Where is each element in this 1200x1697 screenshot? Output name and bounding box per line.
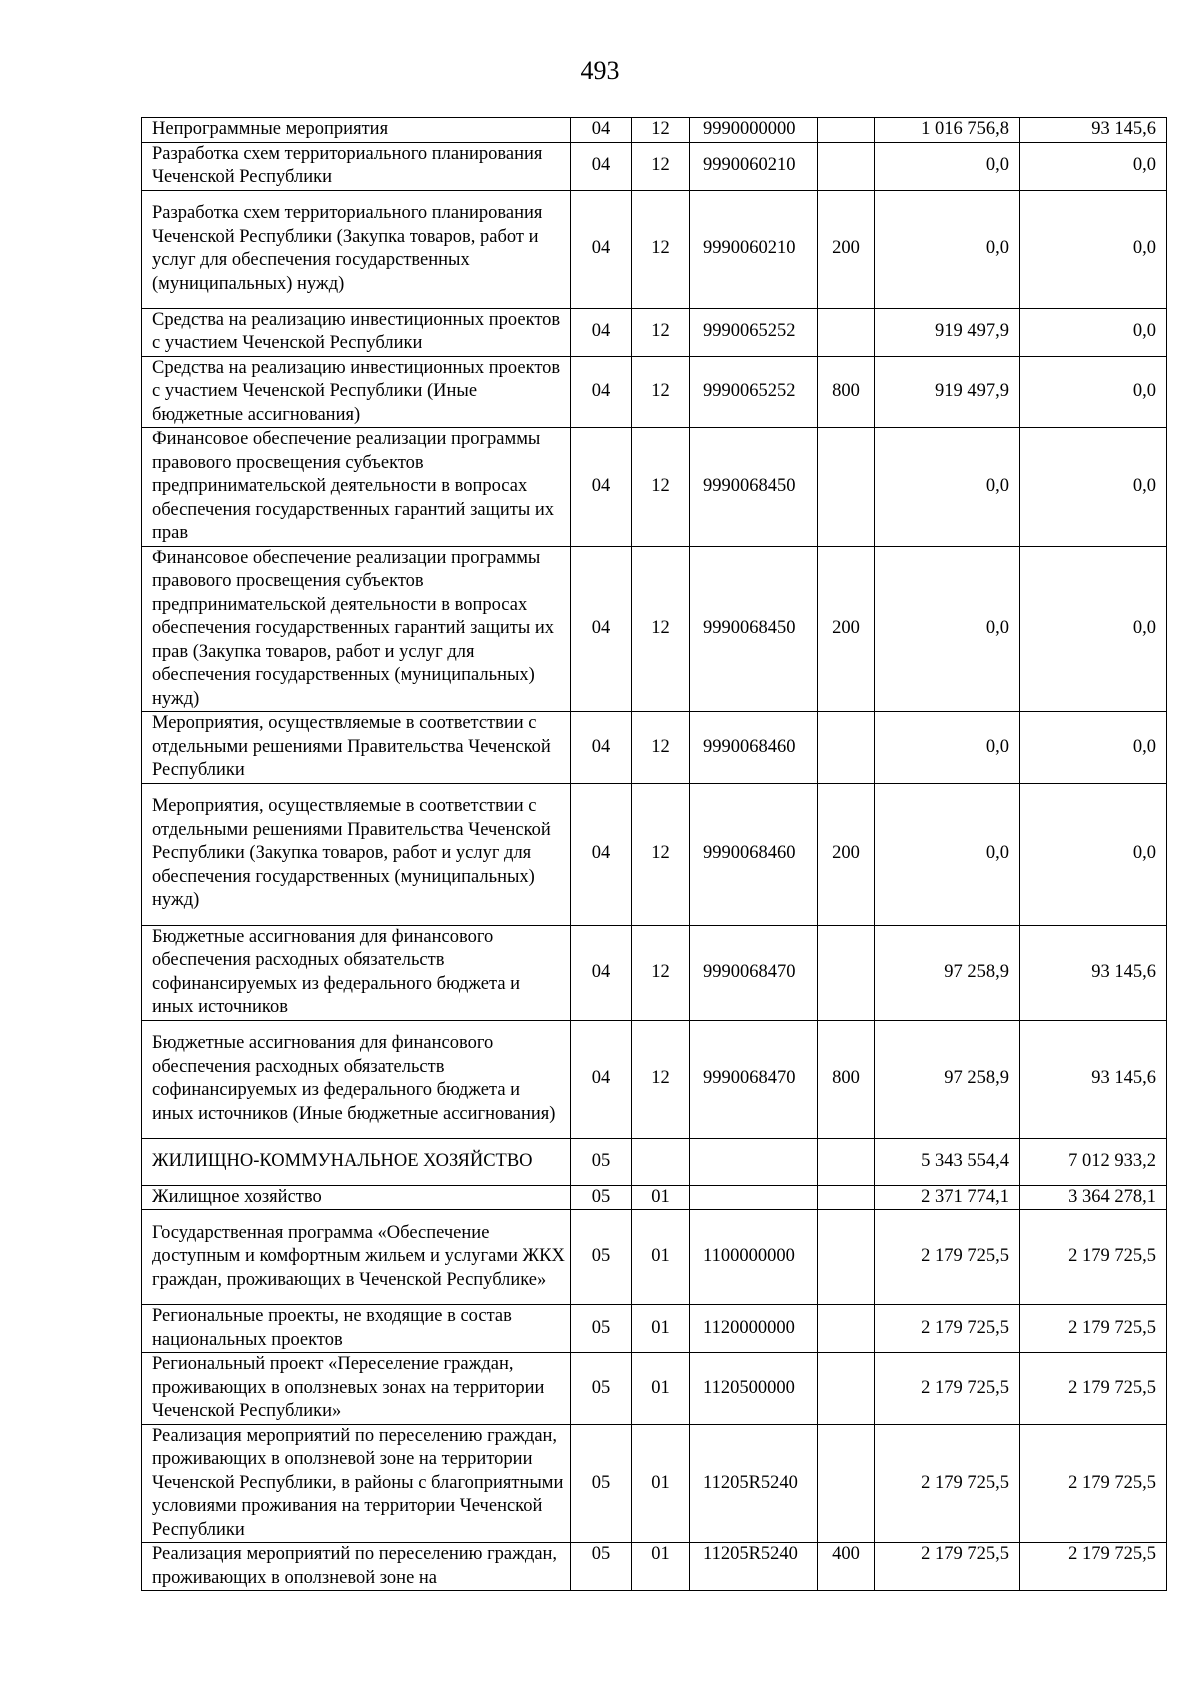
table-cell-subsection: 12 <box>632 356 690 428</box>
table-cell-amount-year1: 1 016 756,8 <box>875 118 1020 143</box>
table-cell-expense-type: 200 <box>818 783 875 925</box>
table-cell-name: ЖИЛИЩНО-КОММУНАЛЬНОЕ ХОЗЯЙСТВО <box>142 1138 571 1185</box>
table-cell-amount-year1: 0,0 <box>875 142 1020 190</box>
table-cell-section: 04 <box>571 712 632 784</box>
table-cell-section: 04 <box>571 783 632 925</box>
table-cell-amount-year1: 2 179 725,5 <box>875 1353 1020 1425</box>
table-cell-name: Жилищное хозяйство <box>142 1185 571 1210</box>
table-cell-target-code <box>690 1185 818 1210</box>
table-row <box>142 1424 1167 1543</box>
table-cell-expense-type <box>818 925 875 1020</box>
table-cell-amount-year1: 0,0 <box>875 783 1020 925</box>
table-cell-section: 05 <box>571 1543 632 1591</box>
table-cell-name: Разработка схем территориального планирования Чеченской Республики (Закупка товаров, работ и услуг для обеспечения государственных (муниципальных) нужд) <box>142 190 571 308</box>
table-cell-expense-type <box>818 1185 875 1210</box>
table-cell-subsection: 12 <box>632 428 690 547</box>
table-cell-amount-year2: 2 179 725,5 <box>1020 1353 1167 1425</box>
table-cell-amount-year1: 97 258,9 <box>875 925 1020 1020</box>
table-cell-name: Мероприятия, осуществляемые в соответствии с отдельными решениями Правительства Чеченской Республики (Закупка товаров, работ и услуг для обеспечения государственных (муниципальных) нужд) <box>142 783 571 925</box>
table-row <box>142 428 1167 547</box>
table-cell-target-code: 9990000000 <box>690 118 818 143</box>
table-cell-section: 04 <box>571 546 632 712</box>
table-cell-amount-year1: 919 497,9 <box>875 308 1020 356</box>
table-cell-name: Финансовое обеспечение реализации программы правового просвещения субъектов предпринимательской деятельности в вопросах обеспечения государственных гарантий защиты их прав (Закупка товаров, работ и услуг для обеспечения государственных (муниципальных) нужд) <box>142 546 571 712</box>
table-cell-amount-year1: 5 343 554,4 <box>875 1138 1020 1185</box>
table-cell-expense-type <box>818 142 875 190</box>
table-cell-amount-year1: 97 258,9 <box>875 1020 1020 1138</box>
budget-table <box>141 117 1167 1591</box>
table-cell-expense-type: 800 <box>818 1020 875 1138</box>
table-cell-name: Финансовое обеспечение реализации программы правового просвещения субъектов предпринимательской деятельности в вопросах обеспечения государственных гарантий защиты их прав <box>142 428 571 547</box>
table-row <box>142 1020 1167 1138</box>
table-cell-subsection: 12 <box>632 925 690 1020</box>
table-cell-target-code: 1100000000 <box>690 1210 818 1305</box>
table-cell-name: Непрограммные мероприятия <box>142 118 571 143</box>
table-cell-target-code: 9990068450 <box>690 428 818 547</box>
table-cell-name: Разработка схем территориального планирования Чеченской Республики <box>142 142 571 190</box>
table-cell-expense-type: 200 <box>818 190 875 308</box>
table-cell-amount-year2: 0,0 <box>1020 190 1167 308</box>
table-cell-section: 05 <box>571 1138 632 1185</box>
table-cell-section: 05 <box>571 1305 632 1353</box>
table-cell-section: 05 <box>571 1353 632 1425</box>
table-cell-section: 04 <box>571 142 632 190</box>
table-cell-target-code: 9990068450 <box>690 546 818 712</box>
table-row <box>142 1305 1167 1353</box>
table-cell-target-code: 9990065252 <box>690 356 818 428</box>
table-cell-name: Бюджетные ассигнования для финансового обеспечения расходных обязательств софинансируемых из федерального бюджета и иных источников <box>142 925 571 1020</box>
table-cell-subsection: 01 <box>632 1353 690 1425</box>
table-cell-name: Реализация мероприятий по переселению граждан, проживающих в оползневой зоне на территории Чеченской Республики, в районы с благоприятными условиями проживания на территории Чеченской Республики <box>142 1424 571 1543</box>
table-cell-amount-year2: 0,0 <box>1020 783 1167 925</box>
table-cell-target-code: 9990068460 <box>690 712 818 784</box>
table-cell-target-code <box>690 1138 818 1185</box>
table-cell-amount-year1: 0,0 <box>875 190 1020 308</box>
table-cell-amount-year2: 3 364 278,1 <box>1020 1185 1167 1210</box>
table-cell-expense-type <box>818 712 875 784</box>
table-row <box>142 1210 1167 1305</box>
table-cell-target-code: 9990068470 <box>690 1020 818 1138</box>
table-cell-amount-year1: 0,0 <box>875 428 1020 547</box>
table-row <box>142 142 1167 190</box>
table-cell-amount-year2: 93 145,6 <box>1020 1020 1167 1138</box>
table-cell-name: Реализация мероприятий по переселению граждан, проживающих в оползневой зоне на <box>142 1543 571 1591</box>
table-cell-amount-year1: 919 497,9 <box>875 356 1020 428</box>
table-cell-amount-year2: 0,0 <box>1020 142 1167 190</box>
table-row <box>142 190 1167 308</box>
table-cell-amount-year1: 0,0 <box>875 712 1020 784</box>
table-cell-subsection: 12 <box>632 712 690 784</box>
table-cell-amount-year1: 2 179 725,5 <box>875 1543 1020 1591</box>
table-cell-expense-type <box>818 1305 875 1353</box>
table-cell-target-code: 9990060210 <box>690 190 818 308</box>
table-cell-expense-type <box>818 1138 875 1185</box>
table-cell-subsection: 01 <box>632 1543 690 1591</box>
table-cell-name: Региональный проект «Переселение граждан, проживающих в оползневых зонах на территории Чеченской Республики» <box>142 1353 571 1425</box>
table-cell-amount-year1: 2 179 725,5 <box>875 1424 1020 1543</box>
table-cell-name: Средства на реализацию инвестиционных проектов с участием Чеченской Республики <box>142 308 571 356</box>
table-cell-target-code: 9990065252 <box>690 308 818 356</box>
table-cell-expense-type: 400 <box>818 1543 875 1591</box>
table-cell-subsection: 01 <box>632 1305 690 1353</box>
table-cell-subsection: 01 <box>632 1185 690 1210</box>
table-cell-target-code: 1120000000 <box>690 1305 818 1353</box>
table-cell-subsection: 01 <box>632 1424 690 1543</box>
table-cell-amount-year1: 2 371 774,1 <box>875 1185 1020 1210</box>
table-cell-amount-year2: 0,0 <box>1020 308 1167 356</box>
table-cell-section: 04 <box>571 118 632 143</box>
table-cell-target-code: 9990060210 <box>690 142 818 190</box>
table-row <box>142 1185 1167 1210</box>
table-row <box>142 546 1167 712</box>
table-cell-section: 05 <box>571 1185 632 1210</box>
table-cell-section: 04 <box>571 308 632 356</box>
table-cell-amount-year2: 2 179 725,5 <box>1020 1210 1167 1305</box>
table-cell-expense-type <box>818 428 875 547</box>
table-cell-section: 04 <box>571 428 632 547</box>
table-cell-expense-type: 200 <box>818 546 875 712</box>
table-cell-section: 04 <box>571 190 632 308</box>
table-cell-amount-year2: 2 179 725,5 <box>1020 1424 1167 1543</box>
table-cell-subsection: 12 <box>632 783 690 925</box>
table-cell-expense-type <box>818 118 875 143</box>
table-cell-name: Средства на реализацию инвестиционных проектов с участием Чеченской Республики (Иные бюджетные ассигнования) <box>142 356 571 428</box>
table-cell-target-code: 11205R5240 <box>690 1543 818 1591</box>
table-cell-target-code: 11205R5240 <box>690 1424 818 1543</box>
table-cell-amount-year2: 93 145,6 <box>1020 118 1167 143</box>
table-cell-name: Мероприятия, осуществляемые в соответствии с отдельными решениями Правительства Чеченской Республики <box>142 712 571 784</box>
table-cell-subsection: 12 <box>632 142 690 190</box>
table-cell-amount-year2: 0,0 <box>1020 428 1167 547</box>
table-cell-target-code: 9990068470 <box>690 925 818 1020</box>
page-number: 493 <box>580 56 620 85</box>
table-cell-amount-year1: 0,0 <box>875 546 1020 712</box>
table-cell-amount-year2: 7 012 933,2 <box>1020 1138 1167 1185</box>
table-cell-amount-year2: 2 179 725,5 <box>1020 1305 1167 1353</box>
table-cell-subsection: 12 <box>632 190 690 308</box>
table-cell-amount-year2: 2 179 725,5 <box>1020 1543 1167 1591</box>
table-cell-subsection <box>632 1138 690 1185</box>
table-cell-target-code: 1120500000 <box>690 1353 818 1425</box>
table-cell-expense-type <box>818 1424 875 1543</box>
table-row <box>142 925 1167 1020</box>
table-cell-amount-year1: 2 179 725,5 <box>875 1305 1020 1353</box>
table-cell-name: Государственная программа «Обеспечение доступным и комфортным жильем и услугами ЖКХ граждан, проживающих в Чеченской Республике» <box>142 1210 571 1305</box>
table-cell-subsection: 12 <box>632 308 690 356</box>
table-cell-expense-type <box>818 308 875 356</box>
table-row <box>142 1138 1167 1185</box>
table-cell-section: 05 <box>571 1424 632 1543</box>
table-cell-target-code: 9990068460 <box>690 783 818 925</box>
table-cell-subsection: 12 <box>632 546 690 712</box>
table-row <box>142 118 1167 143</box>
table-row <box>142 783 1167 925</box>
table-cell-amount-year2: 0,0 <box>1020 546 1167 712</box>
table-cell-amount-year2: 0,0 <box>1020 712 1167 784</box>
table-cell-subsection: 12 <box>632 1020 690 1138</box>
table-cell-amount-year1: 2 179 725,5 <box>875 1210 1020 1305</box>
table-row <box>142 1543 1167 1591</box>
table-cell-subsection: 12 <box>632 118 690 143</box>
table-cell-expense-type <box>818 1210 875 1305</box>
table-cell-expense-type <box>818 1353 875 1425</box>
table-cell-section: 05 <box>571 1210 632 1305</box>
table-row <box>142 356 1167 428</box>
table-cell-amount-year2: 0,0 <box>1020 356 1167 428</box>
table-cell-subsection: 01 <box>632 1210 690 1305</box>
table-cell-section: 04 <box>571 1020 632 1138</box>
table-cell-section: 04 <box>571 925 632 1020</box>
table-cell-amount-year2: 93 145,6 <box>1020 925 1167 1020</box>
table-row <box>142 712 1167 784</box>
table-row <box>142 1353 1167 1425</box>
table-row <box>142 308 1167 356</box>
table-cell-expense-type: 800 <box>818 356 875 428</box>
table-cell-name: Региональные проекты, не входящие в состав национальных проектов <box>142 1305 571 1353</box>
table-cell-name: Бюджетные ассигнования для финансового обеспечения расходных обязательств софинансируемых из федерального бюджета и иных источников (Иные бюджетные ассигнования) <box>142 1020 571 1138</box>
table-cell-section: 04 <box>571 356 632 428</box>
